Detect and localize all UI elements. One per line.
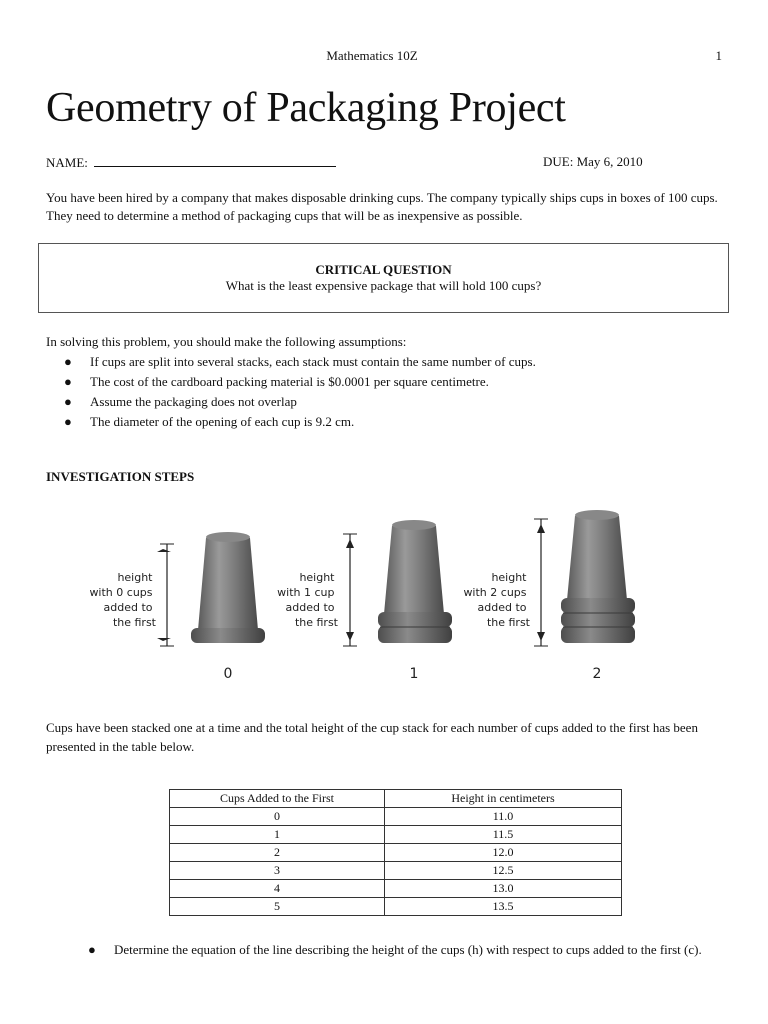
table-row: 2 12.0 <box>170 844 622 862</box>
page-number: 1 <box>715 48 722 63</box>
cup-stack-0 <box>89 532 265 682</box>
name-label: NAME: <box>46 155 88 170</box>
stack-2-label: height with 2 cups added to the first <box>463 571 530 629</box>
stack-description: Cups have been stacked one at a time and the total height of the cup stack for each number of cups added to the first has been presented in the table below. <box>46 720 698 754</box>
stack-2-number: 2 <box>592 666 602 682</box>
critical-question-heading: CRITICAL QUESTION <box>315 262 452 277</box>
task-text: Determine the equation of the line describing the height of the cups (h) with respect to cups added to the first (c). <box>114 942 702 957</box>
bullet-icon: ● <box>88 942 96 957</box>
due-date: DUE: May 6, 2010 <box>543 154 643 169</box>
task-item <box>88 940 754 959</box>
table-row: 0 11.0 <box>170 808 622 826</box>
table-header-cups: Cups Added to the First <box>170 790 385 808</box>
bullet-icon: ● <box>64 414 72 429</box>
stack-0-label: height with 0 cups added to the first <box>89 571 156 629</box>
critical-question-box <box>38 243 729 313</box>
table-row: 5 13.5 <box>170 898 622 916</box>
stack-0-number: 0 <box>223 666 233 682</box>
stack-1-number: 1 <box>409 666 419 682</box>
name-row <box>46 154 336 171</box>
list-item: ● Assume the packaging does not overlap <box>46 392 536 412</box>
assumptions-intro: In solving this problem, you should make the following assumptions: <box>46 334 407 349</box>
table-row: 1 11.5 <box>170 826 622 844</box>
critical-question-text: What is the least expensive package that will hold 100 cups? <box>225 278 542 293</box>
cup-stack-1 <box>277 520 452 682</box>
bullet-icon: ● <box>64 354 72 369</box>
table-row: 4 13.0 <box>170 880 622 898</box>
bullet-icon: ● <box>64 374 72 389</box>
bullet-icon: ● <box>64 394 72 409</box>
list-item: ● If cups are split into several stacks, each stack must contain the same number of cups. <box>46 352 536 372</box>
intro-paragraph: You have been hired by a company that makes disposable drinking cups. The company typically ships cups in boxes of 100 cups. They need to determine a method of packaging cups that will be as inexpensive as possible. <box>46 190 718 223</box>
investigation-heading: INVESTIGATION STEPS <box>46 469 195 484</box>
header-course: Mathematics 10Z <box>326 48 418 63</box>
assumptions-list <box>46 352 536 432</box>
table-row: 3 12.5 <box>170 862 622 880</box>
table-header-row <box>170 790 622 808</box>
cup-stack-figure <box>60 500 680 690</box>
page-title: Geometry of Packaging Project <box>46 85 566 131</box>
list-item: ● The cost of the cardboard packing material is $0.0001 per square centimetre. <box>46 372 536 392</box>
stack-1-label: height with 1 cup added to the first <box>277 571 338 629</box>
cup-stack-2 <box>463 510 635 682</box>
name-blank-line[interactable] <box>94 154 336 167</box>
cup-height-table <box>169 789 622 916</box>
list-item: ● The diameter of the opening of each cup is 9.2 cm. <box>46 412 536 432</box>
table-header-height: Height in centimeters <box>385 790 622 808</box>
